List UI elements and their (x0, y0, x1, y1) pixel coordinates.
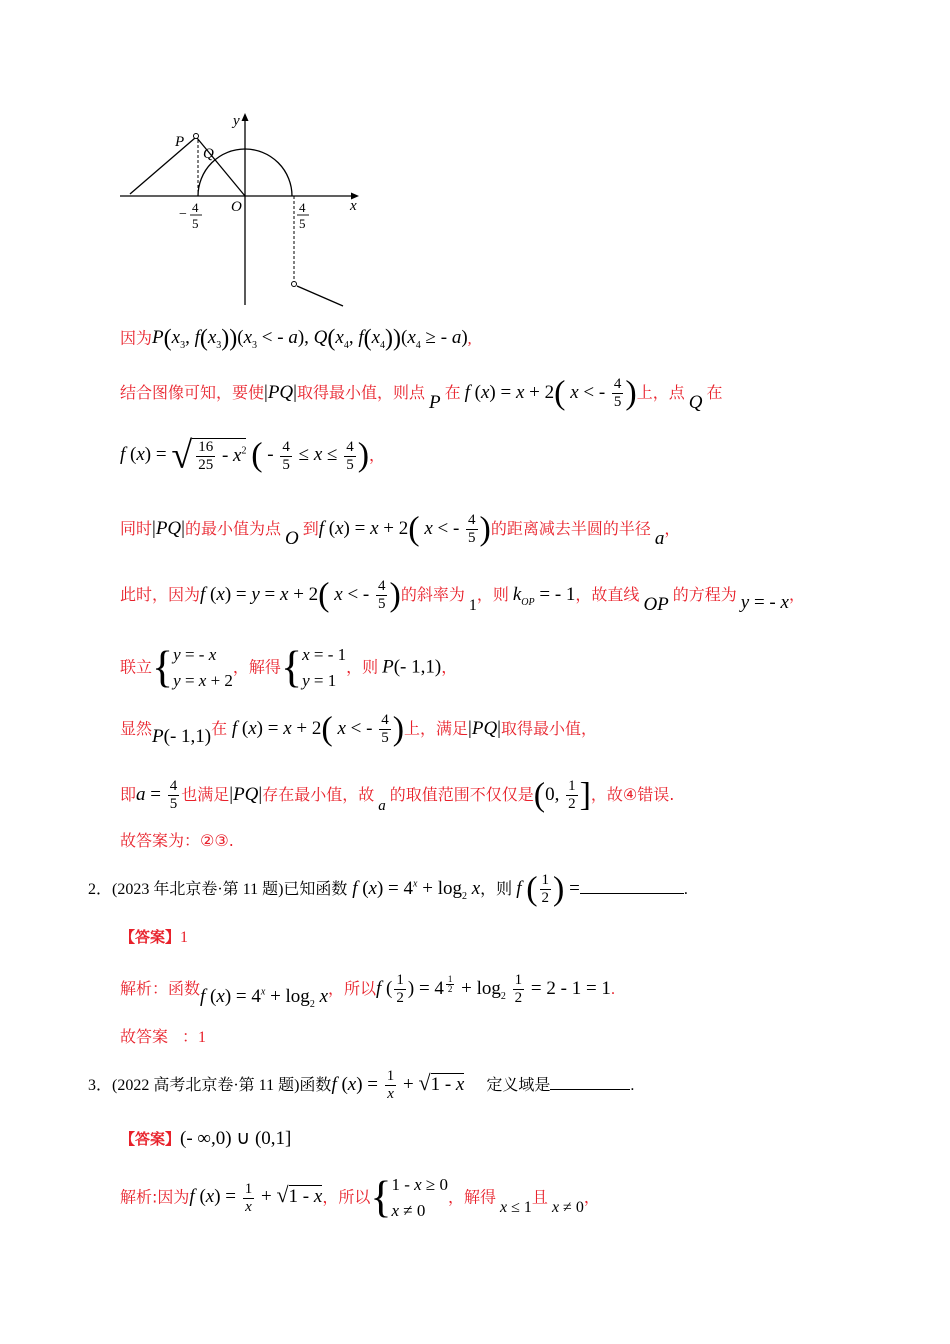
formula-q2-eval: f ( $\frac{1}{2}$ ) = (516, 870, 580, 908)
solution-text: ，故④错误. (590, 784, 675, 804)
solution-text: 的距离减去半圆的半径 (490, 518, 651, 538)
formula-a-equals: a = $\frac{4}{5}$ (136, 778, 178, 812)
formula-line-branch: f (x) = x + 2( x < - $\frac{4}{5}$ ) (318, 510, 491, 548)
question-text: ，则 (480, 878, 513, 898)
analysis-text: ，所以 (322, 1187, 371, 1207)
q2-conclusion (120, 1026, 206, 1049)
question-text: 已知函数 (283, 878, 348, 898)
var-a: a (378, 797, 386, 814)
conclusion-text: 故答案 (120, 1027, 169, 1046)
formula-line-branch: f (x) = x + 2( x < - $\frac{4}{5}$ ) (464, 374, 637, 412)
question-number: 3． (88, 1076, 113, 1094)
analysis-text: 解析：函数 (120, 978, 201, 998)
solution-text: 取得最小值，则点 (296, 382, 425, 402)
analysis-text: 解析:因为 (120, 1187, 190, 1207)
solution-text: 在 (211, 718, 228, 738)
solution-line-3 (120, 435, 386, 477)
solution-text: 上，满足 (404, 718, 469, 738)
conclusion-text: ：1 (182, 1029, 207, 1046)
answer-value: 1 (180, 929, 189, 946)
question-text: . (683, 880, 688, 898)
solution-line-4 (120, 512, 680, 547)
solution-text: 在 (706, 382, 723, 402)
solution-text: 的方程为 (672, 584, 737, 604)
solution-text: ， (788, 584, 805, 604)
point-q-label: Q (203, 146, 214, 162)
question-number: 2． (88, 880, 113, 898)
var-p: P (428, 391, 441, 413)
formula-q3-system: {1 - x ≥ 0 x ≠ 0 (370, 1173, 449, 1222)
solution-conclusion: 故答案为：②③. (120, 831, 234, 850)
solution-text: 的最小值为点 (184, 518, 281, 538)
tick-pos-den: 5 (299, 216, 306, 231)
solution-text: 的取值范围不仅仅是 (389, 784, 534, 804)
solution-text: 也满足 (181, 784, 230, 804)
analysis-text: 且 (531, 1187, 548, 1207)
q2-analysis (120, 972, 615, 1008)
solution-text: 联立 (120, 657, 153, 677)
formula-p-point: P(- 1,1) (152, 725, 212, 747)
solution-line-2 (120, 376, 723, 411)
solution-text: 同时 (120, 518, 153, 538)
formula-abs-pq: |PQ| (468, 717, 501, 739)
formula-q3-function: f (x) = $\frac{1}{x}$ + √1 - x (189, 1180, 323, 1215)
solution-text: 因为 (120, 328, 153, 348)
formula-x-le-1: x ≤ 1 (500, 1199, 532, 1217)
solution-text: 结合图像可知，要使 (120, 382, 265, 402)
solution-text: 到 (302, 518, 319, 538)
formula-q2-function: f $(x) = 4^x + \log_2 x$ (200, 985, 328, 1010)
solution-text: 显然 (120, 718, 153, 738)
point-p-label: P (175, 134, 185, 150)
formula-abs-pq: |PQ| (229, 783, 263, 805)
solution-line-8 (120, 778, 674, 813)
solution-text: 的斜率为 (400, 584, 465, 604)
formula-interval: (0, $\frac{1}{2}$ ] (533, 776, 591, 814)
answer-blank[interactable] (580, 893, 684, 894)
q3-answer (120, 1128, 291, 1151)
solution-text: 在 (444, 382, 461, 402)
solution-text: 取得最小值， (500, 718, 597, 738)
solution-text: ，解得 (232, 657, 281, 677)
question-text: 定义域是 (486, 1074, 551, 1094)
q3-analysis (120, 1172, 600, 1224)
solution-text: ，则 (346, 657, 379, 677)
tick-neg-den: 5 (192, 216, 199, 231)
answer-label: 【答案】 (120, 1130, 181, 1148)
solution-text: ，故直线 (575, 584, 640, 604)
formula-semicircle: f (x) = √ $\frac{16}{25}$ - $x^2$ ( - $\frac{4}{5}$ ≤ x ≤ $\frac{4}{5}$ ) (120, 435, 370, 477)
formula-abs-pq: |PQ| (264, 381, 297, 403)
question-2 (88, 872, 688, 907)
question-3 (88, 1068, 634, 1103)
solution-line-7 (120, 712, 597, 747)
var-op: OP (643, 593, 669, 615)
formula-system-1: {y = - x y = x + 2 (152, 643, 233, 692)
solution-text: 即 (120, 784, 137, 804)
formula-kop: $k_{OP}$ = - 1 (512, 583, 576, 608)
formula-q2-compute: f ( $\frac{1}{2}$ ) = 4 $^{\frac{1}{2}}$ + $\log_2$ $\frac{1}{2}$ = 2 - 1 = 1 (376, 972, 611, 1006)
tick-neg-num: 4 (192, 200, 199, 215)
equals-sign: = (569, 877, 580, 899)
formula-q3-answer: (- ∞,0) ∪ (0,1] (180, 1128, 292, 1149)
var-q: Q (688, 391, 703, 413)
formula-q2-function: f $(x) = 4^x + \log_2 x$ (352, 877, 481, 902)
analysis-text: ， (583, 1187, 600, 1207)
formula-p-point: P(- 1,1) (382, 656, 442, 678)
tick-neg-sign: − (179, 207, 187, 222)
formula-y-neg-x: y = - x (740, 591, 789, 613)
solution-text: ， (441, 657, 458, 677)
analysis-text: . (610, 980, 615, 998)
answer-blank[interactable] (550, 1089, 630, 1090)
solution-line-6 (120, 642, 457, 694)
formula-pq-points: $P(x_3$, $f(x_3))(x_3$ < - a), $Q(x_4$, $f(x_4))(x_4$ ≥ - a) (152, 326, 468, 352)
var-o: O (284, 527, 299, 549)
solution-text: 此时，因为 (120, 584, 201, 604)
formula-line-y: f (x) = y = x + 2( x < - $\frac{4}{5}$ ) (200, 576, 401, 614)
solution-line-1: 因为$P(x_3$, $f(x_3))(x_3$ < - a), $Q(x_4$, $f(x_4))(x_4$ ≥ - a), (120, 326, 472, 352)
analysis-text: ，所以 (328, 978, 377, 998)
question-source: (2023 年北京卷·第 11 题) (112, 880, 284, 898)
slope-value: 1 (468, 596, 477, 614)
question-text: . (630, 1076, 635, 1094)
axis-x-label: x (350, 198, 357, 214)
solution-text: ， (369, 445, 386, 465)
formula-system-2: {x = - 1 y = 1 (280, 643, 347, 692)
formula-x-ne-0: x ≠ 0 (551, 1199, 584, 1217)
axis-y-label: y (233, 113, 240, 129)
question-text: 函数 (299, 1074, 332, 1094)
var-a: a (654, 527, 665, 549)
formula-abs-pq: |PQ| (152, 517, 185, 539)
function-graph (115, 108, 375, 313)
formula-line-branch: f (x) = x + 2( x < - $\frac{4}{5}$ ) (231, 710, 405, 748)
solution-line-5 (120, 578, 805, 614)
solution-text: ，则 (476, 584, 509, 604)
q2-answer (120, 926, 188, 949)
tick-pos-num: 4 (299, 200, 306, 215)
question-source: (2022 高考北京卷·第 11 题) (112, 1076, 300, 1094)
solution-text: 存在最小值，故 (262, 784, 375, 804)
analysis-text: ，解得 (448, 1187, 497, 1207)
formula-q3-function: f (x) = $\frac{1}{x}$ + √1 - x (331, 1068, 465, 1102)
origin-label: O (231, 199, 242, 215)
answer-label: 【答案】 (120, 928, 181, 946)
solution-text: 上，点 (636, 382, 685, 402)
solution-text: ， (664, 518, 681, 538)
